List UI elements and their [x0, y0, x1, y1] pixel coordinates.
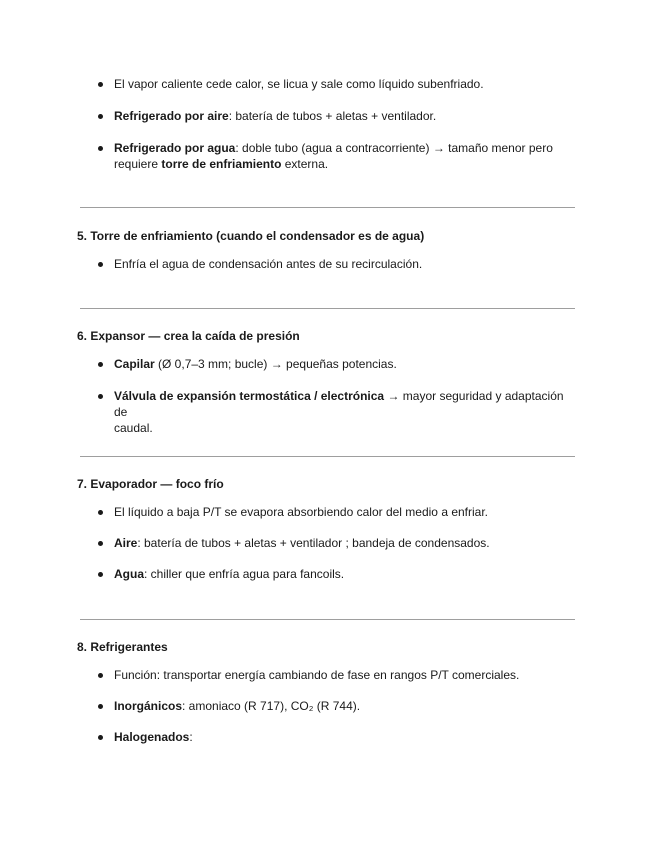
- item-text: Función: transportar energía cambiando de fase en rangos P/T comerciales.: [114, 668, 520, 682]
- item-text: : chiller que enfría agua para fancoils.: [144, 567, 345, 581]
- list-item: [114, 76, 576, 92]
- list-item: [114, 729, 576, 745]
- item-bold: Aire: [114, 536, 138, 550]
- item-text: caudal.: [114, 421, 153, 435]
- list-item: [114, 698, 576, 714]
- divider: [80, 619, 575, 620]
- item-text: externa.: [281, 157, 329, 171]
- item-text: : batería de tubos + aletas + ventilador.: [228, 109, 437, 123]
- bullet-icon: [98, 146, 103, 151]
- item-bold: Refrigerado por aire: [114, 109, 229, 123]
- bullet-icon: [98, 541, 103, 546]
- item-text: El vapor caliente cede calor, se licua y sale como líquido subenfriado.: [114, 77, 484, 91]
- item-bold: torre de enfriamiento: [161, 157, 282, 171]
- divider: [80, 207, 575, 208]
- list-item: [114, 535, 576, 551]
- bullet-icon: [98, 735, 103, 740]
- list-item: [114, 256, 576, 272]
- list-item: [114, 140, 576, 172]
- bullet-icon: [98, 704, 103, 709]
- item-bold: Agua: [114, 567, 144, 581]
- item-text: Enfría el agua de condensación antes de su recirculación.: [114, 257, 423, 271]
- item-bold: Válvula de expansión termostática / electrónica: [114, 389, 385, 403]
- bullet-icon: [98, 673, 103, 678]
- section-title: 5. Torre de enfriamiento (cuando el condensador es de agua): [77, 229, 425, 243]
- item-bold: Capilar: [114, 357, 155, 371]
- item-text: : batería de tubos + aletas + ventilador ; bandeja de condensados.: [137, 536, 490, 550]
- list-item: [114, 667, 576, 683]
- divider: [80, 456, 575, 457]
- item-text: (Ø 0,7–3 mm; bucle) → pequeñas potencias.: [154, 357, 397, 371]
- bullet-icon: [98, 362, 103, 367]
- bullet-icon: [98, 394, 103, 399]
- list-item: [114, 566, 576, 582]
- list-item: [114, 504, 576, 520]
- bullet-icon: [98, 82, 103, 87]
- item-text: El líquido a baja P/T se evapora absorbiendo calor del medio a enfriar.: [114, 505, 489, 519]
- list-item: [114, 108, 576, 124]
- bullet-icon: [98, 510, 103, 515]
- item-text: : amoniaco (R 717), CO₂ (R 744).: [182, 699, 361, 713]
- bullet-icon: [98, 262, 103, 267]
- list-item: [114, 356, 576, 372]
- section-title: 6. Expansor — crea la caída de presión: [77, 329, 300, 343]
- item-text: :: [189, 730, 193, 744]
- item-bold: Refrigerado por agua: [114, 141, 236, 155]
- item-text: : doble tubo (agua a contracorriente) → tamaño menor pero: [235, 141, 553, 155]
- divider: [80, 308, 575, 309]
- item-bold: Inorgánicos: [114, 699, 183, 713]
- item-bold: Halogenados: [114, 730, 190, 744]
- section-title: 7. Evaporador — foco frío: [77, 477, 224, 491]
- section-title: 8. Refrigerantes: [77, 640, 168, 654]
- bullet-icon: [98, 572, 103, 577]
- bullet-icon: [98, 114, 103, 119]
- list-item: [114, 388, 576, 436]
- item-text: → mayor seguridad y adaptación de: [114, 389, 564, 419]
- item-text: requiere: [114, 157, 162, 171]
